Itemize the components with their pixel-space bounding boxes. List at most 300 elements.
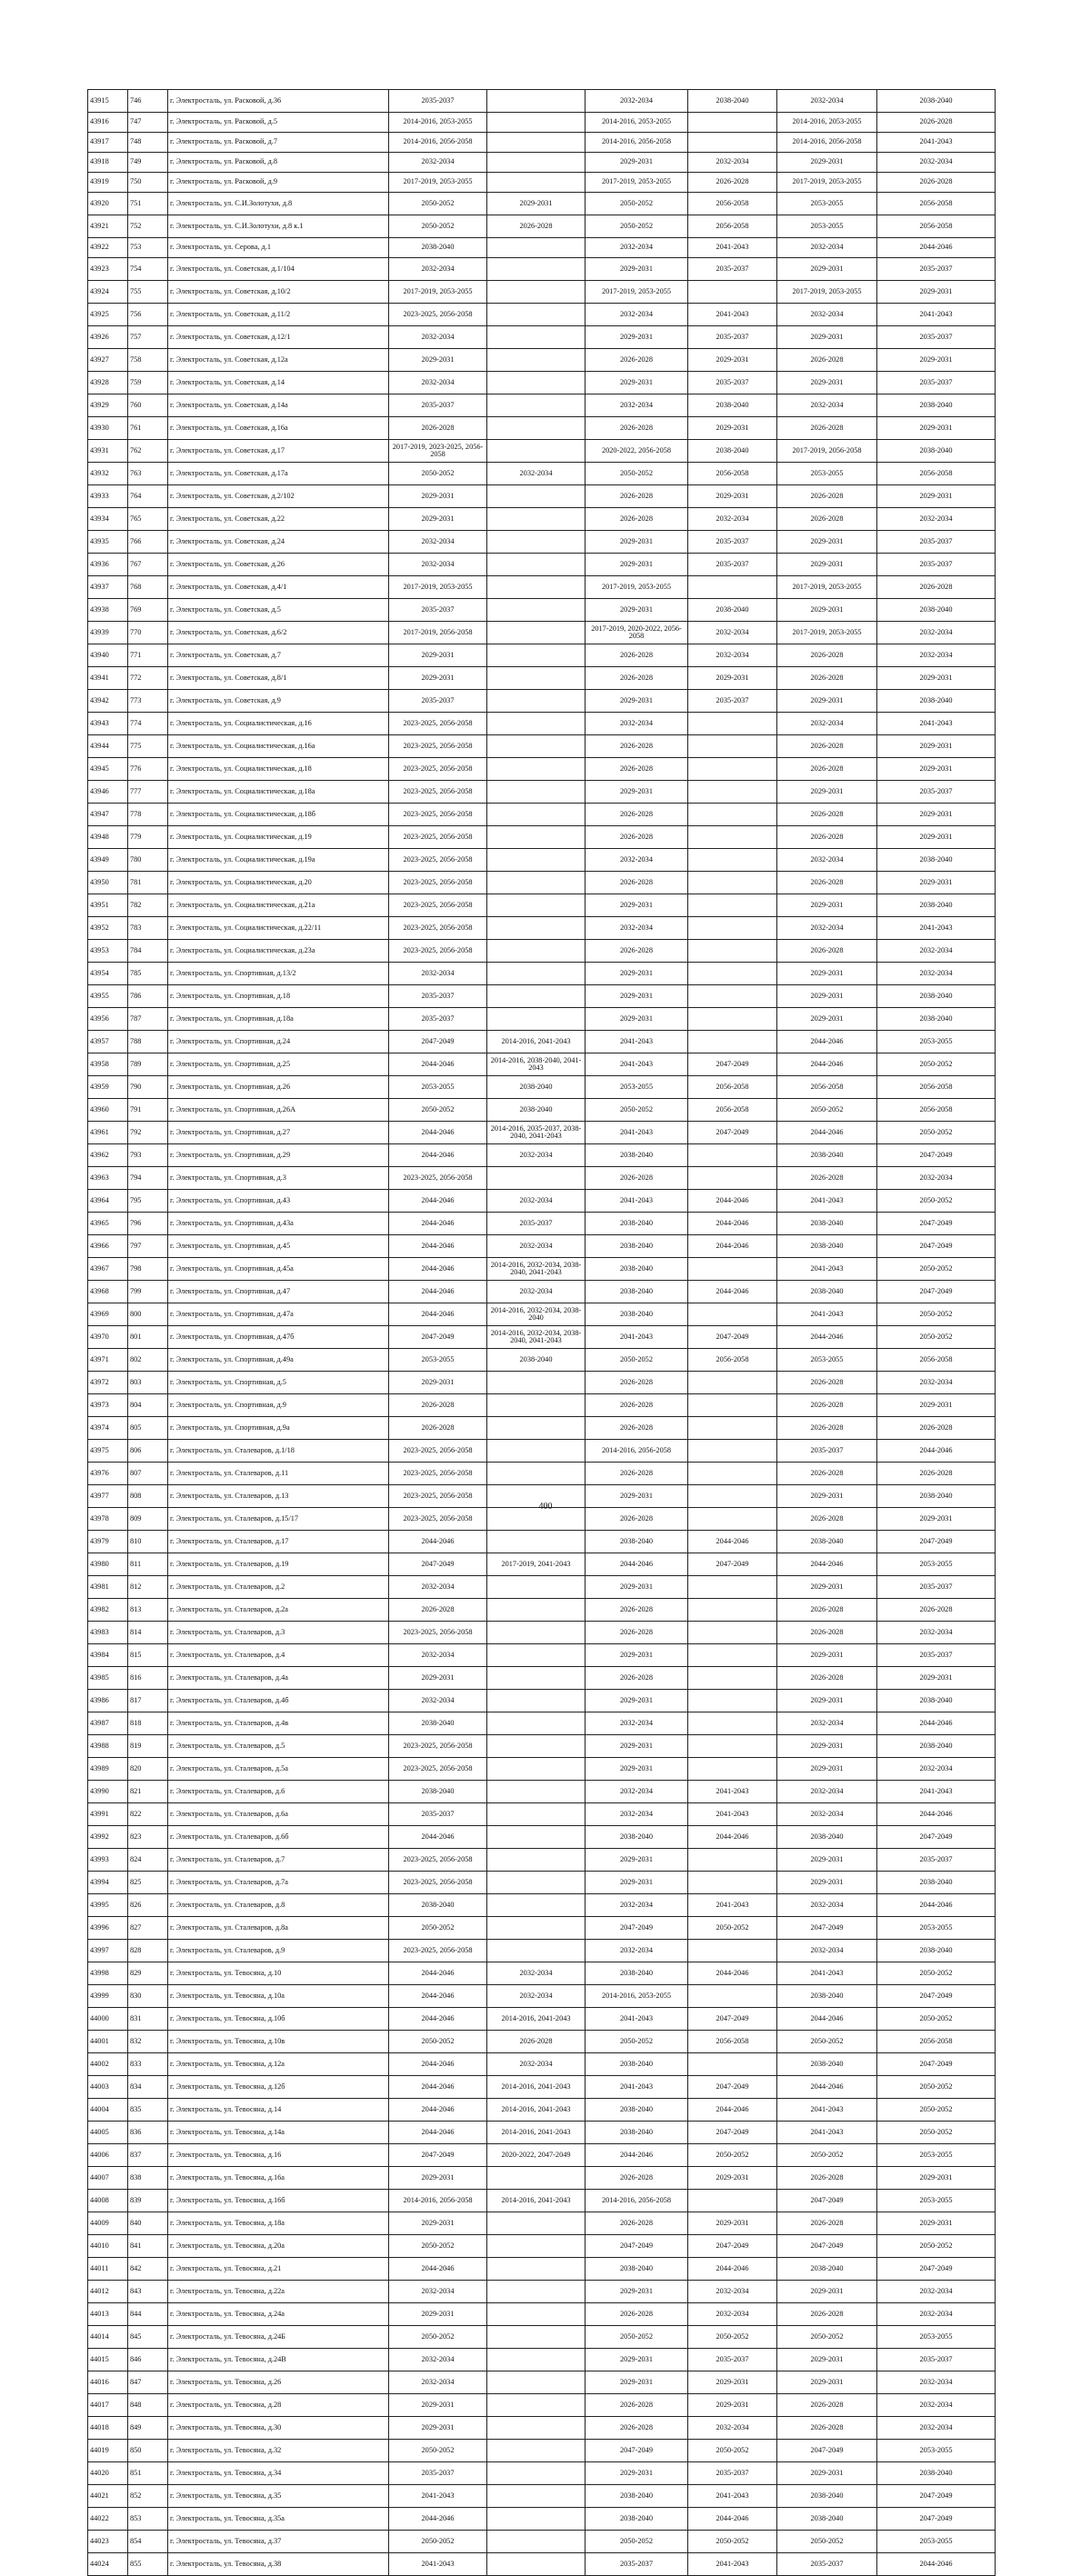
address-cell: г. Электросталь, ул. Социалистическая, д.19а <box>168 849 389 872</box>
period-cell-6: 2038-2040 <box>877 849 996 872</box>
period-cell-6: 2029-2031 <box>877 826 996 849</box>
registry-number-cell: 44012 <box>88 2281 128 2303</box>
period-cell-3: 2044-2046 <box>586 1553 688 1576</box>
table-row <box>88 576 996 599</box>
period-cell-4: 2038-2040 <box>688 394 777 417</box>
table-row <box>88 1576 996 1599</box>
table-row <box>88 985 996 1008</box>
period-cell-3: 2026-2028 <box>586 1622 688 1644</box>
period-cell-2 <box>487 417 586 440</box>
period-cell-5: 2053-2055 <box>777 1349 877 1372</box>
address-cell: г. Электросталь, ул. Советская, д.6/2 <box>168 622 389 644</box>
period-cell-6: 2032-2034 <box>877 153 996 173</box>
period-cell-3: 2026-2028 <box>586 1394 688 1417</box>
registry-number-cell: 43965 <box>88 1213 128 1235</box>
address-cell: г. Электросталь, ул. Сталеваров, д.6 <box>168 1781 389 1803</box>
address-cell: г. Электросталь, ул. Тевосяна, д.10в <box>168 2031 389 2053</box>
period-cell-4: 2029-2031 <box>688 2371 777 2394</box>
registry-number-cell: 43934 <box>88 508 128 531</box>
period-cell-5: 2038-2040 <box>777 1213 877 1235</box>
period-cell-5: 2026-2028 <box>777 2212 877 2235</box>
period-cell-1: 2023-2025, 2056-2058 <box>389 1440 487 1463</box>
period-cell-5: 2038-2040 <box>777 2053 877 2076</box>
period-cell-4: 2035-2037 <box>688 326 777 349</box>
period-cell-6: 2041-2043 <box>877 713 996 735</box>
registry-number-cell: 43975 <box>88 1440 128 1463</box>
table-row <box>88 804 996 826</box>
period-cell-6: 2035-2037 <box>877 2349 996 2371</box>
table-row <box>88 554 996 576</box>
period-cell-4: 2041-2043 <box>688 1894 777 1917</box>
registry-number-cell: 44017 <box>88 2394 128 2417</box>
period-cell-6: 2038-2040 <box>877 394 996 417</box>
period-cell-6: 2032-2034 <box>877 1372 996 1394</box>
registry-number-cell: 43994 <box>88 1872 128 1894</box>
address-cell: г. Электросталь, ул. Социалистическая, д.20 <box>168 872 389 894</box>
period-cell-6: 2056-2058 <box>877 1099 996 1122</box>
period-cell-2: 2032-2034 <box>487 1985 586 2008</box>
period-cell-1: 2044-2046 <box>389 2099 487 2122</box>
period-cell-6: 2035-2037 <box>877 1644 996 1667</box>
period-cell-2 <box>487 153 586 173</box>
period-cell-2: 2029-2031 <box>487 193 586 215</box>
period-cell-1: 2023-2025, 2056-2058 <box>389 758 487 781</box>
period-cell-2: 2014-2016, 2041-2043 <box>487 2122 586 2144</box>
period-cell-4 <box>688 758 777 781</box>
period-cell-3: 2038-2040 <box>586 1531 688 1553</box>
registry-number-cell: 44008 <box>88 2190 128 2212</box>
address-cell: г. Электросталь, ул. Советская, д.10/2 <box>168 281 389 304</box>
period-cell-5: 2038-2040 <box>777 1281 877 1303</box>
period-cell-4 <box>688 849 777 872</box>
period-cell-1: 2023-2025, 2056-2058 <box>389 1758 487 1781</box>
period-cell-3: 2026-2028 <box>586 758 688 781</box>
period-cell-4 <box>688 1985 777 2008</box>
period-cell-1: 2044-2046 <box>389 1281 487 1303</box>
table-row <box>88 1531 996 1553</box>
period-cell-4 <box>688 1758 777 1781</box>
period-cell-5: 2029-2031 <box>777 1576 877 1599</box>
address-cell: г. Электросталь, ул. Советская, д.7 <box>168 644 389 667</box>
period-cell-3: 2017-2019, 2053-2055 <box>586 173 688 193</box>
period-cell-4: 2050-2052 <box>688 2440 777 2462</box>
period-cell-2 <box>487 1576 586 1599</box>
period-cell-1: 2044-2046 <box>389 1235 487 1258</box>
period-cell-3: 2029-2031 <box>586 1485 688 1508</box>
table-row <box>88 1940 996 1962</box>
period-cell-3: 2050-2052 <box>586 2531 688 2553</box>
item-number-cell: 800 <box>128 1303 168 1326</box>
item-number-cell: 768 <box>128 576 168 599</box>
period-cell-6: 2038-2040 <box>877 894 996 917</box>
address-cell: г. Электросталь, ул. Спортивная, д.18 <box>168 985 389 1008</box>
registry-number-cell: 43997 <box>88 1940 128 1962</box>
period-cell-1: 2032-2034 <box>389 1644 487 1667</box>
period-cell-5: 2041-2043 <box>777 1190 877 1213</box>
period-cell-6: 2029-2031 <box>877 485 996 508</box>
registry-number-cell: 44015 <box>88 2349 128 2371</box>
period-cell-6: 2047-2049 <box>877 1235 996 1258</box>
period-cell-1: 2044-2046 <box>389 2508 487 2531</box>
registry-number-cell: 44006 <box>88 2144 128 2167</box>
period-cell-1: 2023-2025, 2056-2058 <box>389 849 487 872</box>
period-cell-1: 2023-2025, 2056-2058 <box>389 1508 487 1531</box>
period-cell-4: 2050-2052 <box>688 2531 777 2553</box>
period-cell-6: 2047-2049 <box>877 1531 996 1553</box>
item-number-cell: 781 <box>128 872 168 894</box>
table-row <box>88 1190 996 1213</box>
item-number-cell: 782 <box>128 894 168 917</box>
period-cell-4 <box>688 1031 777 1053</box>
period-cell-3: 2032-2034 <box>586 304 688 326</box>
period-cell-4 <box>688 1144 777 1167</box>
period-cell-2 <box>487 1167 586 1190</box>
item-number-cell: 847 <box>128 2371 168 2394</box>
item-number-cell: 756 <box>128 304 168 326</box>
address-cell: г. Электросталь, ул. Тевосяна, д.38 <box>168 2553 389 2576</box>
address-cell: г. Электросталь, ул. Тевосяна, д.12а <box>168 2053 389 2076</box>
period-cell-5: 2050-2052 <box>777 2031 877 2053</box>
period-cell-5: 2044-2046 <box>777 1031 877 1053</box>
period-cell-4 <box>688 1849 777 1872</box>
period-cell-1: 2053-2055 <box>389 1349 487 1372</box>
table-row <box>88 1258 996 1281</box>
period-cell-6: 2035-2037 <box>877 554 996 576</box>
period-cell-2: 2020-2022, 2047-2049 <box>487 2144 586 2167</box>
period-cell-1: 2023-2025, 2056-2058 <box>389 1849 487 1872</box>
item-number-cell: 816 <box>128 1667 168 1690</box>
registry-number-cell: 43948 <box>88 826 128 849</box>
table-row <box>88 1826 996 1849</box>
period-cell-2 <box>487 872 586 894</box>
address-cell: г. Электросталь, ул. Тевосяна, д.24Б <box>168 2326 389 2349</box>
registry-number-cell: 43937 <box>88 576 128 599</box>
address-cell: г. Электросталь, ул. Советская, д.2/102 <box>168 485 389 508</box>
item-number-cell: 823 <box>128 1826 168 1849</box>
period-cell-1: 2023-2025, 2056-2058 <box>389 781 487 804</box>
item-number-cell: 824 <box>128 1849 168 1872</box>
period-cell-1: 2029-2031 <box>389 1667 487 1690</box>
registry-number-cell: 43968 <box>88 1281 128 1303</box>
period-cell-3: 2029-2031 <box>586 153 688 173</box>
period-cell-6: 2035-2037 <box>877 258 996 281</box>
table-row <box>88 133 996 153</box>
registry-number-cell: 43978 <box>88 1508 128 1531</box>
period-cell-3: 2029-2031 <box>586 1690 688 1712</box>
period-cell-2 <box>487 690 586 713</box>
address-cell: г. Электросталь, ул. Тевосяна, д.16б <box>168 2190 389 2212</box>
table-row <box>88 508 996 531</box>
period-cell-1: 2035-2037 <box>389 2462 487 2485</box>
registry-number-cell: 43992 <box>88 1826 128 1849</box>
period-cell-2 <box>487 758 586 781</box>
address-cell: г. Электросталь, ул. Сталеваров, д.17 <box>168 1531 389 1553</box>
table-row <box>88 1599 996 1622</box>
table-row <box>88 440 996 463</box>
period-cell-6: 2026-2028 <box>877 576 996 599</box>
period-cell-4: 2029-2031 <box>688 417 777 440</box>
registry-number-cell: 44004 <box>88 2099 128 2122</box>
period-cell-3: 2041-2043 <box>586 1326 688 1349</box>
table-row <box>88 1962 996 1985</box>
address-cell: г. Электросталь, ул. Спортивная, д.26 <box>168 1076 389 1099</box>
item-number-cell: 765 <box>128 508 168 531</box>
period-cell-5: 2044-2046 <box>777 1326 877 1349</box>
address-cell: г. Электросталь, ул. Тевосяна, д.35а <box>168 2508 389 2531</box>
period-cell-1: 2029-2031 <box>389 667 487 690</box>
item-number-cell: 831 <box>128 2008 168 2031</box>
period-cell-4 <box>688 1372 777 1394</box>
period-cell-3: 2038-2040 <box>586 1826 688 1849</box>
period-cell-3: 2038-2040 <box>586 2258 688 2281</box>
period-cell-1: 2032-2034 <box>389 2281 487 2303</box>
registry-number-cell: 43964 <box>88 1190 128 1213</box>
period-cell-3: 2038-2040 <box>586 1258 688 1281</box>
period-cell-6: 2029-2031 <box>877 804 996 826</box>
period-cell-5: 2032-2034 <box>777 1712 877 1735</box>
period-cell-1: 2038-2040 <box>389 238 487 258</box>
item-number-cell: 834 <box>128 2076 168 2099</box>
period-cell-1: 2029-2031 <box>389 508 487 531</box>
period-cell-6: 2053-2055 <box>877 1553 996 1576</box>
period-cell-5: 2026-2028 <box>777 667 877 690</box>
period-cell-5: 2026-2028 <box>777 644 877 667</box>
period-cell-6: 2050-2052 <box>877 1258 996 1281</box>
period-cell-4: 2050-2052 <box>688 2144 777 2167</box>
period-cell-5: 2017-2019, 2053-2055 <box>777 622 877 644</box>
page-number: 400 <box>538 1502 553 1512</box>
period-cell-3: 2026-2028 <box>586 735 688 758</box>
period-cell-6: 2050-2052 <box>877 1190 996 1213</box>
period-cell-6: 2035-2037 <box>877 1576 996 1599</box>
period-cell-5: 2050-2052 <box>777 2531 877 2553</box>
period-cell-1: 2023-2025, 2056-2058 <box>389 1940 487 1962</box>
period-cell-1: 2029-2031 <box>389 2394 487 2417</box>
period-cell-4 <box>688 1622 777 1644</box>
period-cell-4 <box>688 1940 777 1962</box>
period-cell-5: 2044-2046 <box>777 1553 877 1576</box>
address-cell: г. Электросталь, ул. Сталеваров, д.9 <box>168 1940 389 1962</box>
period-cell-2 <box>487 1940 586 1962</box>
period-cell-5: 2029-2031 <box>777 2281 877 2303</box>
registry-number-cell: 44014 <box>88 2326 128 2349</box>
period-cell-2 <box>487 1712 586 1735</box>
period-cell-5: 2032-2034 <box>777 304 877 326</box>
period-cell-2 <box>487 238 586 258</box>
table-row <box>88 1122 996 1144</box>
period-cell-2 <box>487 2394 586 2417</box>
period-cell-1: 2029-2031 <box>389 644 487 667</box>
address-cell: г. Электросталь, ул. Спортивная, д.18а <box>168 1008 389 1031</box>
period-cell-2 <box>487 1917 586 1940</box>
table-row <box>88 326 996 349</box>
period-cell-1: 2023-2025, 2056-2058 <box>389 917 487 940</box>
address-cell: г. Электросталь, ул. Сталеваров, д.3 <box>168 1622 389 1644</box>
address-cell: г. Электросталь, ул. Тевосяна, д.24В <box>168 2349 389 2371</box>
period-cell-5: 2029-2031 <box>777 531 877 554</box>
period-cell-6: 2035-2037 <box>877 531 996 554</box>
item-number-cell: 808 <box>128 1485 168 1508</box>
period-cell-6: 2050-2052 <box>877 1122 996 1144</box>
period-cell-3: 2038-2040 <box>586 2485 688 2508</box>
period-cell-3: 2026-2028 <box>586 1667 688 1690</box>
table-row <box>88 1917 996 1940</box>
item-number-cell: 845 <box>128 2326 168 2349</box>
period-cell-1: 2038-2040 <box>389 1894 487 1917</box>
item-number-cell: 769 <box>128 599 168 622</box>
registry-number-cell: 43998 <box>88 1962 128 1985</box>
period-cell-6: 2026-2028 <box>877 113 996 133</box>
period-cell-2: 2032-2034 <box>487 463 586 485</box>
table-row <box>88 1872 996 1894</box>
period-cell-2: 2032-2034 <box>487 1190 586 1213</box>
item-number-cell: 827 <box>128 1917 168 1940</box>
period-cell-5: 2029-2031 <box>777 1644 877 1667</box>
period-cell-3: 2020-2022, 2056-2058 <box>586 440 688 463</box>
period-cell-4: 2047-2049 <box>688 1122 777 1144</box>
table-row <box>88 690 996 713</box>
period-cell-5: 2029-2031 <box>777 153 877 173</box>
period-cell-4 <box>688 1440 777 1463</box>
period-cell-2: 2014-2016, 2041-2043 <box>487 1031 586 1053</box>
period-cell-6: 2032-2034 <box>877 2417 996 2440</box>
period-cell-3: 2014-2016, 2053-2055 <box>586 1985 688 2008</box>
period-cell-4: 2035-2037 <box>688 258 777 281</box>
period-cell-2 <box>487 1440 586 1463</box>
period-cell-3: 2029-2031 <box>586 1735 688 1758</box>
address-cell: г. Электросталь, ул. Социалистическая, д.22/11 <box>168 917 389 940</box>
item-number-cell: 761 <box>128 417 168 440</box>
period-cell-2 <box>487 1735 586 1758</box>
table-row <box>88 2531 996 2553</box>
period-cell-5: 2026-2028 <box>777 349 877 372</box>
address-cell: г. Электросталь, ул. Спортивная, д.13/2 <box>168 963 389 985</box>
table-row <box>88 1394 996 1417</box>
period-cell-4 <box>688 2190 777 2212</box>
period-cell-3: 2029-2031 <box>586 963 688 985</box>
period-cell-2 <box>487 2235 586 2258</box>
table-row <box>88 826 996 849</box>
period-cell-4 <box>688 1463 777 1485</box>
registry-number-cell: 43991 <box>88 1803 128 1826</box>
period-cell-1: 2017-2019, 2053-2055 <box>389 173 487 193</box>
period-cell-6: 2050-2052 <box>877 1962 996 1985</box>
registry-number-cell: 43931 <box>88 440 128 463</box>
period-cell-1: 2017-2019, 2056-2058 <box>389 622 487 644</box>
address-cell: г. Электросталь, ул. Спортивная, д.47б <box>168 1326 389 1349</box>
address-cell: г. Электросталь, ул. Спортивная, д.26А <box>168 1099 389 1122</box>
registry-number-cell: 43966 <box>88 1235 128 1258</box>
period-cell-1: 2050-2052 <box>389 2531 487 2553</box>
period-cell-4 <box>688 1167 777 1190</box>
period-cell-6: 2038-2040 <box>877 1940 996 1962</box>
period-cell-3: 2038-2040 <box>586 2508 688 2531</box>
period-cell-1: 2023-2025, 2056-2058 <box>389 940 487 963</box>
table-row <box>88 153 996 173</box>
period-cell-3: 2047-2049 <box>586 2440 688 2462</box>
period-cell-6: 2032-2034 <box>877 2281 996 2303</box>
schedule-table <box>87 89 996 2576</box>
address-cell: г. Электросталь, ул. Сталеваров, д.2а <box>168 1599 389 1622</box>
period-cell-5: 2029-2031 <box>777 1849 877 1872</box>
period-cell-1: 2029-2031 <box>389 2167 487 2190</box>
registry-number-cell: 43989 <box>88 1758 128 1781</box>
item-number-cell: 846 <box>128 2349 168 2371</box>
period-cell-5: 2032-2034 <box>777 917 877 940</box>
registry-number-cell: 43953 <box>88 940 128 963</box>
period-cell-6: 2053-2055 <box>877 2440 996 2462</box>
period-cell-3: 2050-2052 <box>586 215 688 238</box>
period-cell-2 <box>487 133 586 153</box>
period-cell-4: 2056-2058 <box>688 193 777 215</box>
table-row <box>88 1417 996 1440</box>
period-cell-6: 2038-2040 <box>877 690 996 713</box>
item-number-cell: 759 <box>128 372 168 394</box>
period-cell-1: 2026-2028 <box>389 417 487 440</box>
period-cell-3: 2026-2028 <box>586 667 688 690</box>
address-cell: г. Электросталь, ул. Расковой, д.36 <box>168 90 389 113</box>
period-cell-2 <box>487 599 586 622</box>
period-cell-4: 2056-2058 <box>688 1099 777 1122</box>
registry-number-cell: 43947 <box>88 804 128 826</box>
period-cell-6: 2047-2049 <box>877 2258 996 2281</box>
period-cell-2 <box>487 2326 586 2349</box>
period-cell-6: 2026-2028 <box>877 173 996 193</box>
table-row <box>88 940 996 963</box>
period-cell-3: 2038-2040 <box>586 1303 688 1326</box>
item-number-cell: 748 <box>128 133 168 153</box>
period-cell-6: 2041-2043 <box>877 133 996 153</box>
period-cell-1: 2038-2040 <box>389 1712 487 1735</box>
period-cell-1: 2044-2046 <box>389 2053 487 2076</box>
table-row <box>88 917 996 940</box>
registry-number-cell: 43929 <box>88 394 128 417</box>
period-cell-4: 2032-2034 <box>688 2417 777 2440</box>
table-row <box>88 1099 996 1122</box>
period-cell-1: 2047-2049 <box>389 2144 487 2167</box>
period-cell-5: 2035-2037 <box>777 1440 877 1463</box>
registry-number-cell: 43995 <box>88 1894 128 1917</box>
period-cell-2 <box>487 2485 586 2508</box>
registry-number-cell: 44003 <box>88 2076 128 2099</box>
period-cell-4: 2047-2049 <box>688 1053 777 1076</box>
registry-number-cell: 44013 <box>88 2303 128 2326</box>
period-cell-3: 2029-2031 <box>586 781 688 804</box>
table-row <box>88 2258 996 2281</box>
period-cell-4 <box>688 1712 777 1735</box>
period-cell-6: 2053-2055 <box>877 2531 996 2553</box>
table-row <box>88 1440 996 1463</box>
period-cell-1: 2044-2046 <box>389 1213 487 1235</box>
address-cell: г. Электросталь, ул. Сталеваров, д.2 <box>168 1576 389 1599</box>
period-cell-3: 2026-2028 <box>586 1599 688 1622</box>
table-row <box>88 2371 996 2394</box>
item-number-cell: 791 <box>128 1099 168 1122</box>
table-row <box>88 1735 996 1758</box>
period-cell-6: 2038-2040 <box>877 440 996 463</box>
period-cell-1: 2044-2046 <box>389 1985 487 2008</box>
period-cell-1: 2044-2046 <box>389 1962 487 1985</box>
period-cell-5: 2029-2031 <box>777 1758 877 1781</box>
period-cell-3: 2029-2031 <box>586 599 688 622</box>
period-cell-5: 2026-2028 <box>777 1394 877 1417</box>
item-number-cell: 839 <box>128 2190 168 2212</box>
period-cell-4: 2032-2034 <box>688 2281 777 2303</box>
registry-number-cell: 43961 <box>88 1122 128 1144</box>
period-cell-4: 2041-2043 <box>688 2485 777 2508</box>
period-cell-5: 2056-2058 <box>777 1076 877 1099</box>
period-cell-6: 2026-2028 <box>877 1417 996 1440</box>
